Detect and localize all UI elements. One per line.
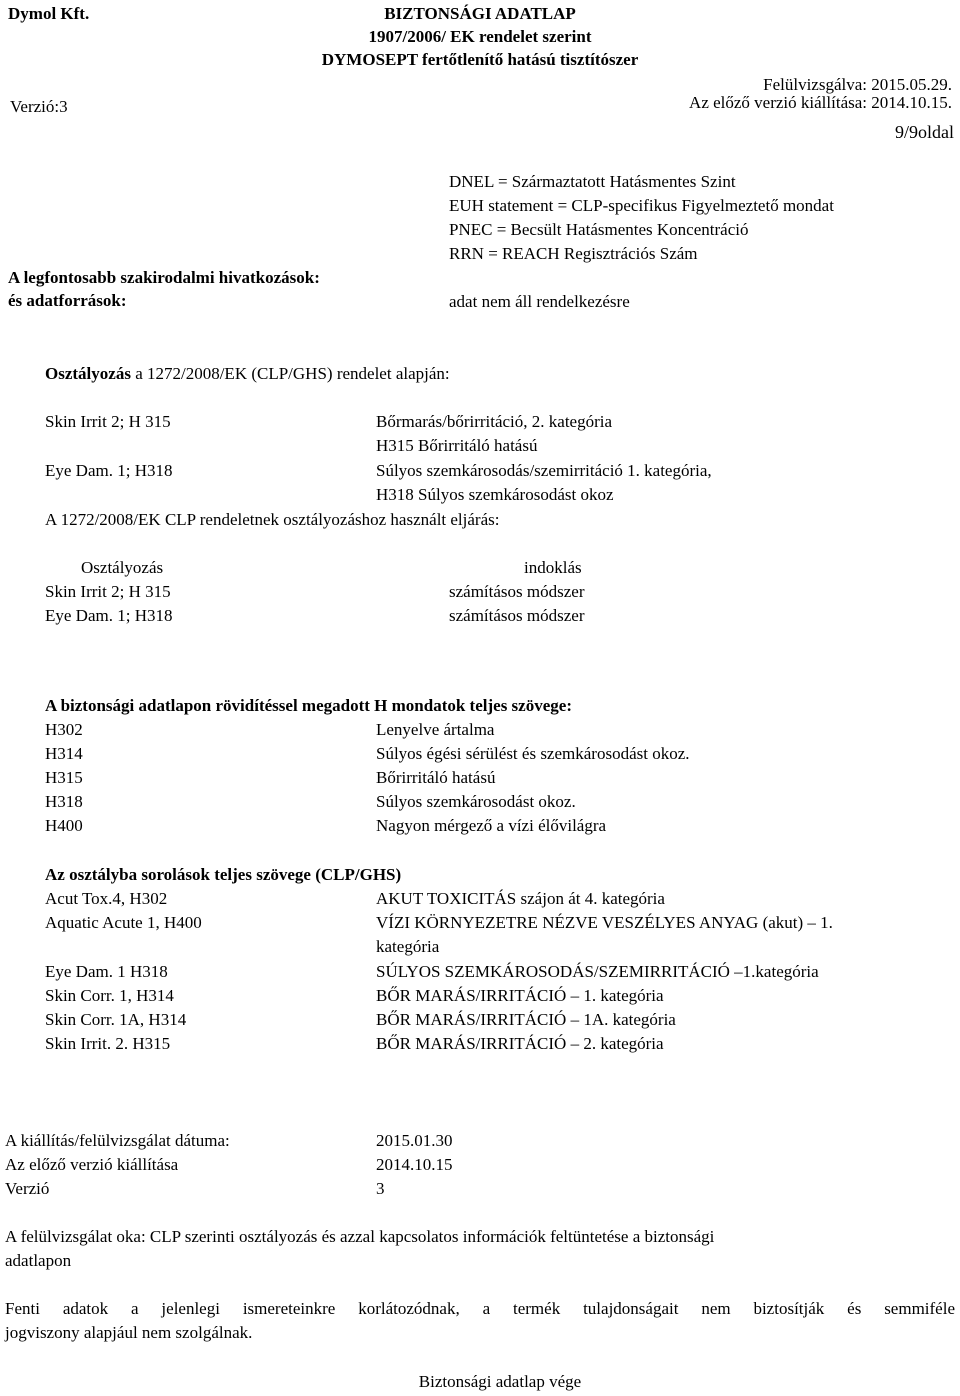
previous-version-date: Az előző verzió kiállítása: 2014.10.15.: [689, 93, 952, 112]
issue-date-label: A kiállítás/felülvizsgálat dátuma:: [5, 1131, 230, 1150]
disclaimer-continued: jogviszony alapjául nem szolgálnak.: [5, 1323, 253, 1342]
h-statement-text: Nagyon mérgező a vízi élővilágra: [376, 816, 607, 835]
abbreviation-rrn: RRN = REACH Regisztrációs Szám: [449, 244, 698, 263]
document-end: Biztonsági adatlap vége: [418, 1372, 582, 1391]
classification-description: Bőrmarás/bőrirritáció, 2. kategória: [376, 412, 613, 431]
h-statement-code: H302: [45, 720, 83, 739]
review-reason: A felülvizsgálat oka: CLP szerinti osztályozás és azzal kapcsolatos információk feltüntetése a biztonsági: [5, 1227, 715, 1246]
abbreviation-dnel: DNEL = Származtatott Hatásmentes Szint: [449, 172, 736, 191]
version-row-label: Verzió: [5, 1179, 50, 1198]
issue-date-value: 2015.01.30: [376, 1131, 453, 1150]
h-statement-code: H400: [45, 816, 83, 835]
regulation-line: 1907/2006/ EK rendelet szerint: [368, 27, 592, 46]
abbreviation-euh: EUH statement = CLP-specifikus Figyelmeztető mondat: [449, 196, 834, 215]
classification-statement: H315 Bőrirritáló hatású: [376, 436, 538, 455]
procedure-column-reason: indoklás: [524, 558, 582, 577]
class-full-text: VÍZI KÖRNYEZETRE NÉZVE VESZÉLYES ANYAG (akut) – 1.: [376, 913, 833, 932]
procedure-column-classification: Osztályozás: [81, 558, 164, 577]
classification-heading-bold: Osztályozás: [45, 364, 131, 383]
classification-description: Súlyos szemkárosodás/szemirritáció 1. kategória,: [376, 461, 712, 480]
class-full-text: SÚLYOS SZEMKÁROSODÁS/SZEMIRRITÁCIÓ –1.kategória: [376, 962, 819, 981]
version-label: Verzió:3: [10, 97, 68, 116]
classification-code: Eye Dam. 1; H318: [45, 461, 173, 480]
class-full-text: AKUT TOXICITÁS szájon át 4. kategória: [376, 889, 665, 908]
previous-version-value: 2014.10.15: [376, 1155, 453, 1174]
review-reason-continued: adatlapon: [5, 1251, 72, 1270]
version-row-value: 3: [376, 1179, 385, 1198]
classification-code: Skin Irrit 2; H 315: [45, 412, 171, 431]
references-value: adat nem áll rendelkezésre: [449, 292, 630, 311]
class-full-code: Eye Dam. 1 H318: [45, 962, 168, 981]
abbreviation-pnec: PNEC = Becsült Hatásmentes Koncentráció: [449, 220, 749, 239]
h-statements-heading: A biztonsági adatlapon rövidítéssel megadott H mondatok teljes szövege:: [45, 696, 572, 715]
class-full-code: Skin Corr. 1A, H314: [45, 1010, 187, 1029]
h-statement-code: H314: [45, 744, 83, 763]
disclaimer: Fenti adatok a jelenlegi ismereteinkre korlátozódnak, a termék tulajdonságait nem biztosítják és semmiféle: [5, 1299, 955, 1318]
h-statement-text: Súlyos szemkárosodást okoz.: [376, 792, 576, 811]
class-full-code: Skin Corr. 1, H314: [45, 986, 174, 1005]
page-number: 9/9oldal: [895, 122, 954, 142]
h-statement-code: H318: [45, 792, 83, 811]
h-statement-text: Lenyelve ártalma: [376, 720, 495, 739]
classification-heading-rest: a 1272/2008/EK (CLP/GHS) rendelet alapján:: [130, 364, 450, 383]
h-statement-text: Bőrirritáló hatású: [376, 768, 496, 787]
class-full-code: Acut Tox.4, H302: [45, 889, 168, 908]
class-full-heading: Az osztályba sorolások teljes szövege (CLP/GHS): [45, 865, 402, 884]
classification-heading: [45, 362, 450, 386]
procedure-reason: számításos módszer: [449, 582, 585, 601]
revision-date: Felülvizsgálva: 2015.05.29.: [763, 75, 952, 94]
h-statement-code: H315: [45, 768, 83, 787]
document-title: BIZTONSÁGI ADATLAP: [384, 4, 576, 23]
references-label: A legfontosabb szakirodalmi hivatkozások:: [8, 268, 320, 287]
h-statement-text: Súlyos égési sérülést és szemkárosodást okoz.: [376, 744, 690, 763]
classification-procedure-text: A 1272/2008/EK CLP rendeletnek osztályozáshoz használt eljárás:: [45, 510, 500, 529]
procedure-code: Skin Irrit 2; H 315: [45, 582, 171, 601]
product-name: DYMOSEPT fertőtlenítő hatású tisztítószer: [321, 50, 639, 69]
class-full-code: Skin Irrit. 2. H315: [45, 1034, 171, 1053]
company-name: Dymol Kft.: [8, 4, 90, 23]
procedure-code: Eye Dam. 1; H318: [45, 606, 173, 625]
class-full-text: BŐR MARÁS/IRRITÁCIÓ – 2. kategória: [376, 1034, 664, 1053]
references-label-2: és adatforrások:: [8, 291, 127, 310]
class-full-text: BŐR MARÁS/IRRITÁCIÓ – 1. kategória: [376, 986, 664, 1005]
procedure-reason: számításos módszer: [449, 606, 585, 625]
class-full-text: BŐR MARÁS/IRRITÁCIÓ – 1A. kategória: [376, 1010, 676, 1029]
previous-version-label: Az előző verzió kiállítása: [5, 1155, 179, 1174]
classification-statement: H318 Súlyos szemkárosodást okoz: [376, 485, 614, 504]
class-full-text-continued: kategória: [376, 937, 440, 956]
class-full-code: Aquatic Acute 1, H400: [45, 913, 202, 932]
